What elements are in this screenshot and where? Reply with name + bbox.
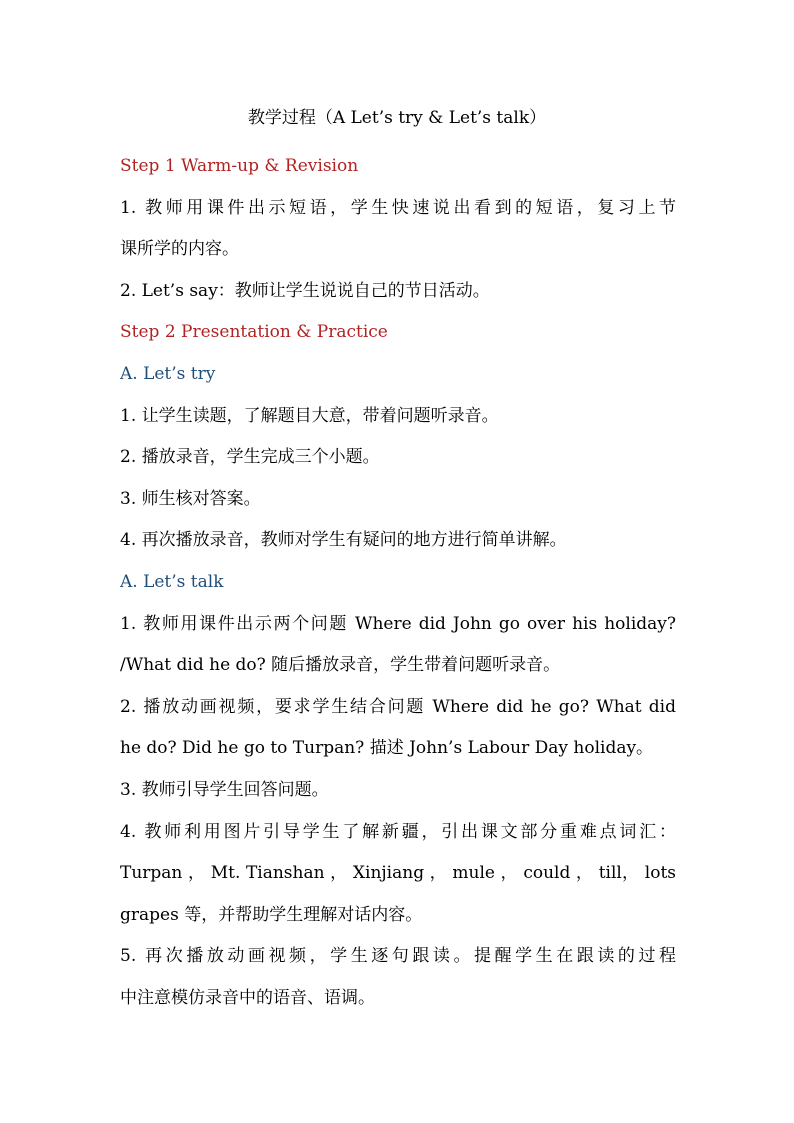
page-title: 教学过程（A Let’s try & Let’s talk） xyxy=(247,108,547,128)
text-line: 2. 播放动画视频，要求学生结合问题 Where did he go? What did xyxy=(120,696,676,717)
text-line: 1. 教师用课件出示两个问题 Where did John go over his holiday? xyxy=(120,613,676,634)
text-line: 3. 师生核对答案。 xyxy=(120,488,261,509)
text-line: 5. 再次播放动画视频，学生逐句跟读。提醒学生在跟读的过程 xyxy=(120,946,676,967)
lesson-content xyxy=(120,146,676,1019)
text-line: 课所学的内容。 xyxy=(120,239,239,260)
text-line: 4. 再次播放录音，教师对学生有疑问的地方进行简单讲解。 xyxy=(120,530,567,551)
text-line: grapes 等，并帮助学生理解对话内容。 xyxy=(120,904,423,925)
text-line: he do? Did he go to Turpan? 描述 John’s Labour Day holiday。 xyxy=(120,738,654,759)
text-line: 中注意模仿录音中的语音、语调。 xyxy=(120,987,375,1008)
text-line: 2. 播放录音，学生完成三个小题。 xyxy=(120,447,380,468)
text-line: 1. 教师用课件出示短语，学生快速说出看到的短语，复习上节 xyxy=(120,197,676,218)
text-line: /What did he do? 随后播放录音，学生带着问题听录音。 xyxy=(120,655,561,676)
section-heading: Step 2 Presentation & Practice xyxy=(120,322,388,343)
text-line: 4. 教师利用图片引导学生了解新疆，引出课文部分重难点词汇： xyxy=(120,821,676,842)
subsection-heading: A. Let’s talk xyxy=(120,571,224,592)
section-heading: Step 1 Warm-up & Revision xyxy=(120,156,359,176)
text-line: 3. 教师引导学生回答问题。 xyxy=(120,779,329,800)
text-line: Turpan ， Mt. Tianshan ， Xinjiang ， mule ， could ， till， lots xyxy=(120,863,676,884)
subsection-heading: A. Let’s try xyxy=(120,363,216,384)
text-line: 2. Let’s say：教师让学生说说自己的节日活动。 xyxy=(120,280,490,301)
text-line: 1. 让学生读题，了解题目大意，带着问题听录音。 xyxy=(120,405,499,426)
